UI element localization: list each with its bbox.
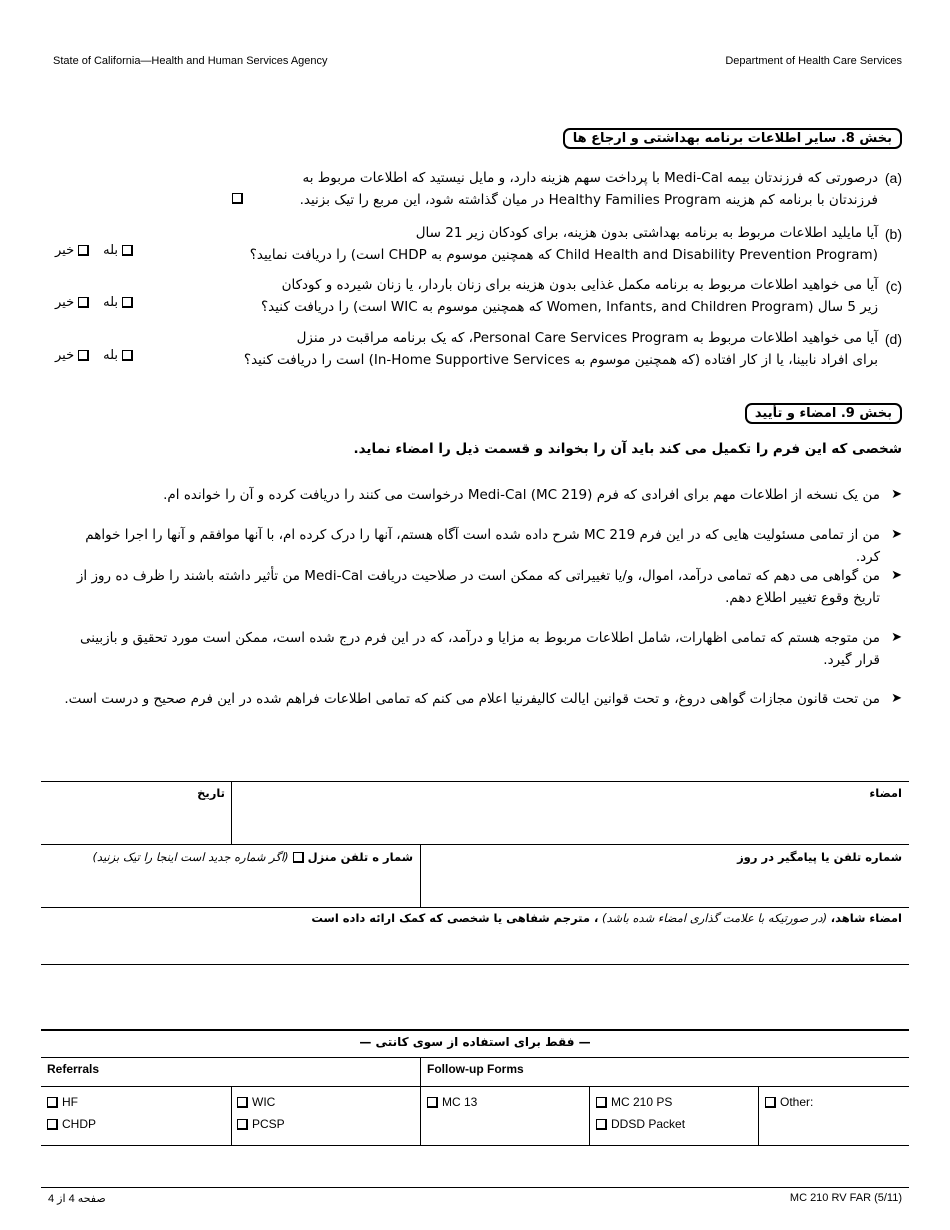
date-field[interactable] xyxy=(45,800,225,840)
item-d-no-checkbox[interactable] xyxy=(78,350,89,361)
witness-note: (در صورتیکه با علامت گذاری امضاء شده باشد) xyxy=(601,911,828,925)
section-9-title: بخش 9. امضاء و تأیید xyxy=(745,403,902,424)
signature-label: امضاء xyxy=(869,786,902,800)
fu-col-divider-1 xyxy=(589,1086,590,1145)
item-c-line2: زیر 5 سال (Women, Infants, and Children Program که همچنین موسوم به WIC است) را دریافت کنید؟ xyxy=(260,299,878,315)
fu-col-divider-2 xyxy=(758,1086,759,1145)
bullet-2 xyxy=(60,524,880,568)
hf-checkbox[interactable] xyxy=(47,1097,58,1108)
item-b-line1: آیا مایلید اطلاعات مربوط به برنامه بهداشتی بدون هزینه، برای کودکان زیر 21 سال xyxy=(415,225,878,241)
item-b-no-label: خیر xyxy=(55,243,75,258)
agency-name: State of California—Health and Human Services Agency xyxy=(53,55,328,67)
ref-col-divider xyxy=(231,1086,232,1145)
item-c-line1: آیا می خواهید اطلاعات مربوط به برنامه مکمل غذایی بدون هزینه برای زنان باردار، یا زنان شیرده و کودکان xyxy=(281,277,878,293)
home-phone-note: (اگر شماره جدید است اینجا را تیک بزنید) xyxy=(92,850,289,864)
item-b-text xyxy=(178,222,878,266)
bullet-3 xyxy=(60,565,880,609)
bullet-4-line1: من متوجه هستم که تمامی اظهارات، شامل اطلاعات مربوط به مزایا و درآمد، که در این فرم درج شده است، ممکن است مورد تحقیق و بازبینی xyxy=(80,630,880,646)
item-c-no-label: خیر xyxy=(55,295,75,310)
referral-hf[interactable] xyxy=(47,1091,96,1113)
page-number: صفحه 4 از 4 xyxy=(48,1193,106,1205)
bullet-2-line1: من از تمامی مسئولیت هایی که در این فرم MC 219 شرح داده شده است آگاه هستم، آنها را درک کرده ام، با آنها موافقم و آنها را اجرا خواهم کرد. xyxy=(85,527,880,565)
item-c-yes-checkbox[interactable] xyxy=(122,297,133,308)
mc210ps-checkbox[interactable] xyxy=(596,1097,607,1108)
county-top-line xyxy=(41,1029,909,1031)
pcsp-label: PCSP xyxy=(252,1117,285,1131)
wic-checkbox[interactable] xyxy=(237,1097,248,1108)
county-bottom-line xyxy=(41,1145,909,1146)
home-phone-label-group xyxy=(92,850,413,864)
bullet-arrow-icon: ➤ xyxy=(891,691,902,706)
item-b-letter: (b) xyxy=(884,226,902,242)
mc13-label: MC 13 xyxy=(442,1095,478,1109)
item-d-line2: برای افراد نابینا، یا از کار افتاده (که همچنین موسوم به In-Home Supportive Services) است را دریافت کنید؟ xyxy=(243,352,878,368)
mc210ps-label: MC 210 PS xyxy=(611,1095,673,1109)
wic-label: WIC xyxy=(252,1095,276,1109)
referrals-col-1 xyxy=(47,1091,96,1135)
day-phone-field[interactable] xyxy=(428,868,898,904)
followup-other[interactable] xyxy=(765,1091,813,1113)
section-9-instruction: شخصی که این فرم را تکمیل می کند باید آن را بخواند و قسمت ذیل را امضاء نماید. xyxy=(353,441,902,457)
witness-label-group xyxy=(311,911,902,925)
item-d-yes-checkbox[interactable] xyxy=(122,350,133,361)
county-use-title: — فقط برای استفاده از سوی کانتی — xyxy=(359,1035,591,1049)
date-label: تاریخ xyxy=(197,786,225,800)
bullet-4 xyxy=(60,627,880,671)
sig-top-line xyxy=(41,781,909,782)
home-phone-field[interactable] xyxy=(45,868,415,904)
witness-tail: ، مترجم شفاهی یا شخصی که کمک ارائه داده است xyxy=(311,911,599,925)
item-b-yes-no xyxy=(55,243,133,258)
item-b-line2: (Child Health and Disability Prevention Program که همچنین موسوم به CHDP است) را دریافت نمایید؟ xyxy=(249,247,878,263)
item-a-checkbox[interactable] xyxy=(232,193,243,204)
bullet-5-line1: من تحت قانون مجازات گواهی دروغ، و تحت قوانین ایالت کالیفرنیا اعلام می کنم که تمامی اطلاعات فراهم شده در این فرم صحیح و درست است. xyxy=(64,691,880,707)
item-b-yes-label: بله xyxy=(103,243,119,258)
county-mid-divider xyxy=(420,1057,421,1145)
followup-mc210ps[interactable] xyxy=(596,1091,685,1113)
referrals-label: Referrals xyxy=(47,1062,100,1076)
referrals-col-2 xyxy=(237,1091,285,1135)
item-c-yes-no xyxy=(55,295,133,310)
other-checkbox[interactable] xyxy=(765,1097,776,1108)
bullet-arrow-icon: ➤ xyxy=(891,630,902,645)
bullet-arrow-icon: ➤ xyxy=(891,487,902,502)
referral-wic[interactable] xyxy=(237,1091,285,1113)
bullet-arrow-icon: ➤ xyxy=(891,568,902,583)
followup-col-2 xyxy=(596,1091,685,1135)
item-d-no-label: خیر xyxy=(55,348,75,363)
referral-chdp[interactable] xyxy=(47,1113,96,1135)
phone-divider xyxy=(420,844,421,907)
bullet-4-line2: قرار گیرد. xyxy=(823,652,880,668)
followup-mc13[interactable] xyxy=(427,1091,477,1113)
item-c-yes-label: بله xyxy=(103,295,119,310)
referral-pcsp[interactable] xyxy=(237,1113,285,1135)
bullet-3-line2: تاریخ وقوع تغییر اطلاع دهم. xyxy=(725,590,880,606)
sig-date-divider xyxy=(231,781,232,844)
followup-ddsd[interactable] xyxy=(596,1113,685,1135)
hf-label: HF xyxy=(62,1095,78,1109)
witness-label: امضاء شاهد، xyxy=(830,911,902,925)
bullet-arrow-icon: ➤ xyxy=(891,527,902,542)
sig-phone-line xyxy=(41,844,909,845)
mc13-checkbox[interactable] xyxy=(427,1097,438,1108)
item-a-line1: درصورتی که فرزندتان بیمه Medi-Cal با پرداخت سهم هزینه دارد، و مایل نیستید که اطلاعات مربوط به xyxy=(302,170,878,186)
pcsp-checkbox[interactable] xyxy=(237,1119,248,1130)
county-header-line xyxy=(41,1086,909,1087)
item-a-line2: فرزندتان با برنامه کم هزینه Healthy Families Program در میان گذاشته شود، این مربع را تیک بزنید. xyxy=(299,192,878,208)
item-c-text xyxy=(178,274,878,318)
day-phone-label: شماره تلفن یا پیامگیر در روز xyxy=(737,850,902,864)
item-c-no-checkbox[interactable] xyxy=(78,297,89,308)
item-d-line1: آیا می خواهید اطلاعات مربوط به Personal Care Services Program، که یک برنامه مراقبت در منزل xyxy=(296,330,878,346)
chdp-label: CHDP xyxy=(62,1117,97,1131)
home-phone-new-checkbox[interactable] xyxy=(293,852,304,863)
item-c-letter: (c) xyxy=(885,278,902,294)
item-d-yes-label: بله xyxy=(103,348,119,363)
followup-label: Follow-up Forms xyxy=(427,1062,524,1076)
item-d-letter: (d) xyxy=(884,331,902,347)
ddsd-checkbox[interactable] xyxy=(596,1119,607,1130)
ddsd-label: DDSD Packet xyxy=(611,1117,686,1131)
form-number: MC 210 RV FAR (5/11) xyxy=(789,1192,902,1204)
bullet-3-line1: من گواهی می دهم که تمامی درآمد، اموال، و/یا تغییراتی که ممکن است در صلاحیت دریافت Medi-Cal من تأثیر داشته باشند را ظرف ده روز از xyxy=(76,568,880,584)
item-b-no-checkbox[interactable] xyxy=(78,245,89,256)
witness-top-line xyxy=(41,907,909,908)
section-8-title: بخش 8. سایر اطلاعات برنامه بهداشتی و ارجاع ها xyxy=(563,128,902,149)
bullet-5 xyxy=(60,688,880,710)
item-a-letter: (a) xyxy=(884,170,902,186)
witness-bottom-line xyxy=(41,964,909,965)
witness-field[interactable] xyxy=(45,930,905,962)
chdp-checkbox[interactable] xyxy=(47,1119,58,1130)
followup-col-1 xyxy=(427,1091,477,1113)
county-title-line xyxy=(41,1057,909,1058)
department-name: Department of Health Care Services xyxy=(725,55,902,67)
bullet-1 xyxy=(60,484,880,506)
other-label: Other: xyxy=(780,1095,814,1109)
followup-col-3 xyxy=(765,1091,813,1113)
item-a-text xyxy=(178,167,878,211)
bullet-1-line1: من یک نسخه از اطلاعات مهم برای افرادی که فرم Medi-Cal (MC 219) درخواست می کنند را دریافت کرده و آن را خوانده ام. xyxy=(163,487,880,503)
item-d-yes-no xyxy=(55,348,133,363)
item-b-yes-checkbox[interactable] xyxy=(122,245,133,256)
home-phone-label: شمار ه تلفن منزل xyxy=(307,850,413,864)
item-d-text xyxy=(178,327,878,371)
signature-field[interactable] xyxy=(242,800,852,840)
footer-line xyxy=(41,1187,909,1188)
